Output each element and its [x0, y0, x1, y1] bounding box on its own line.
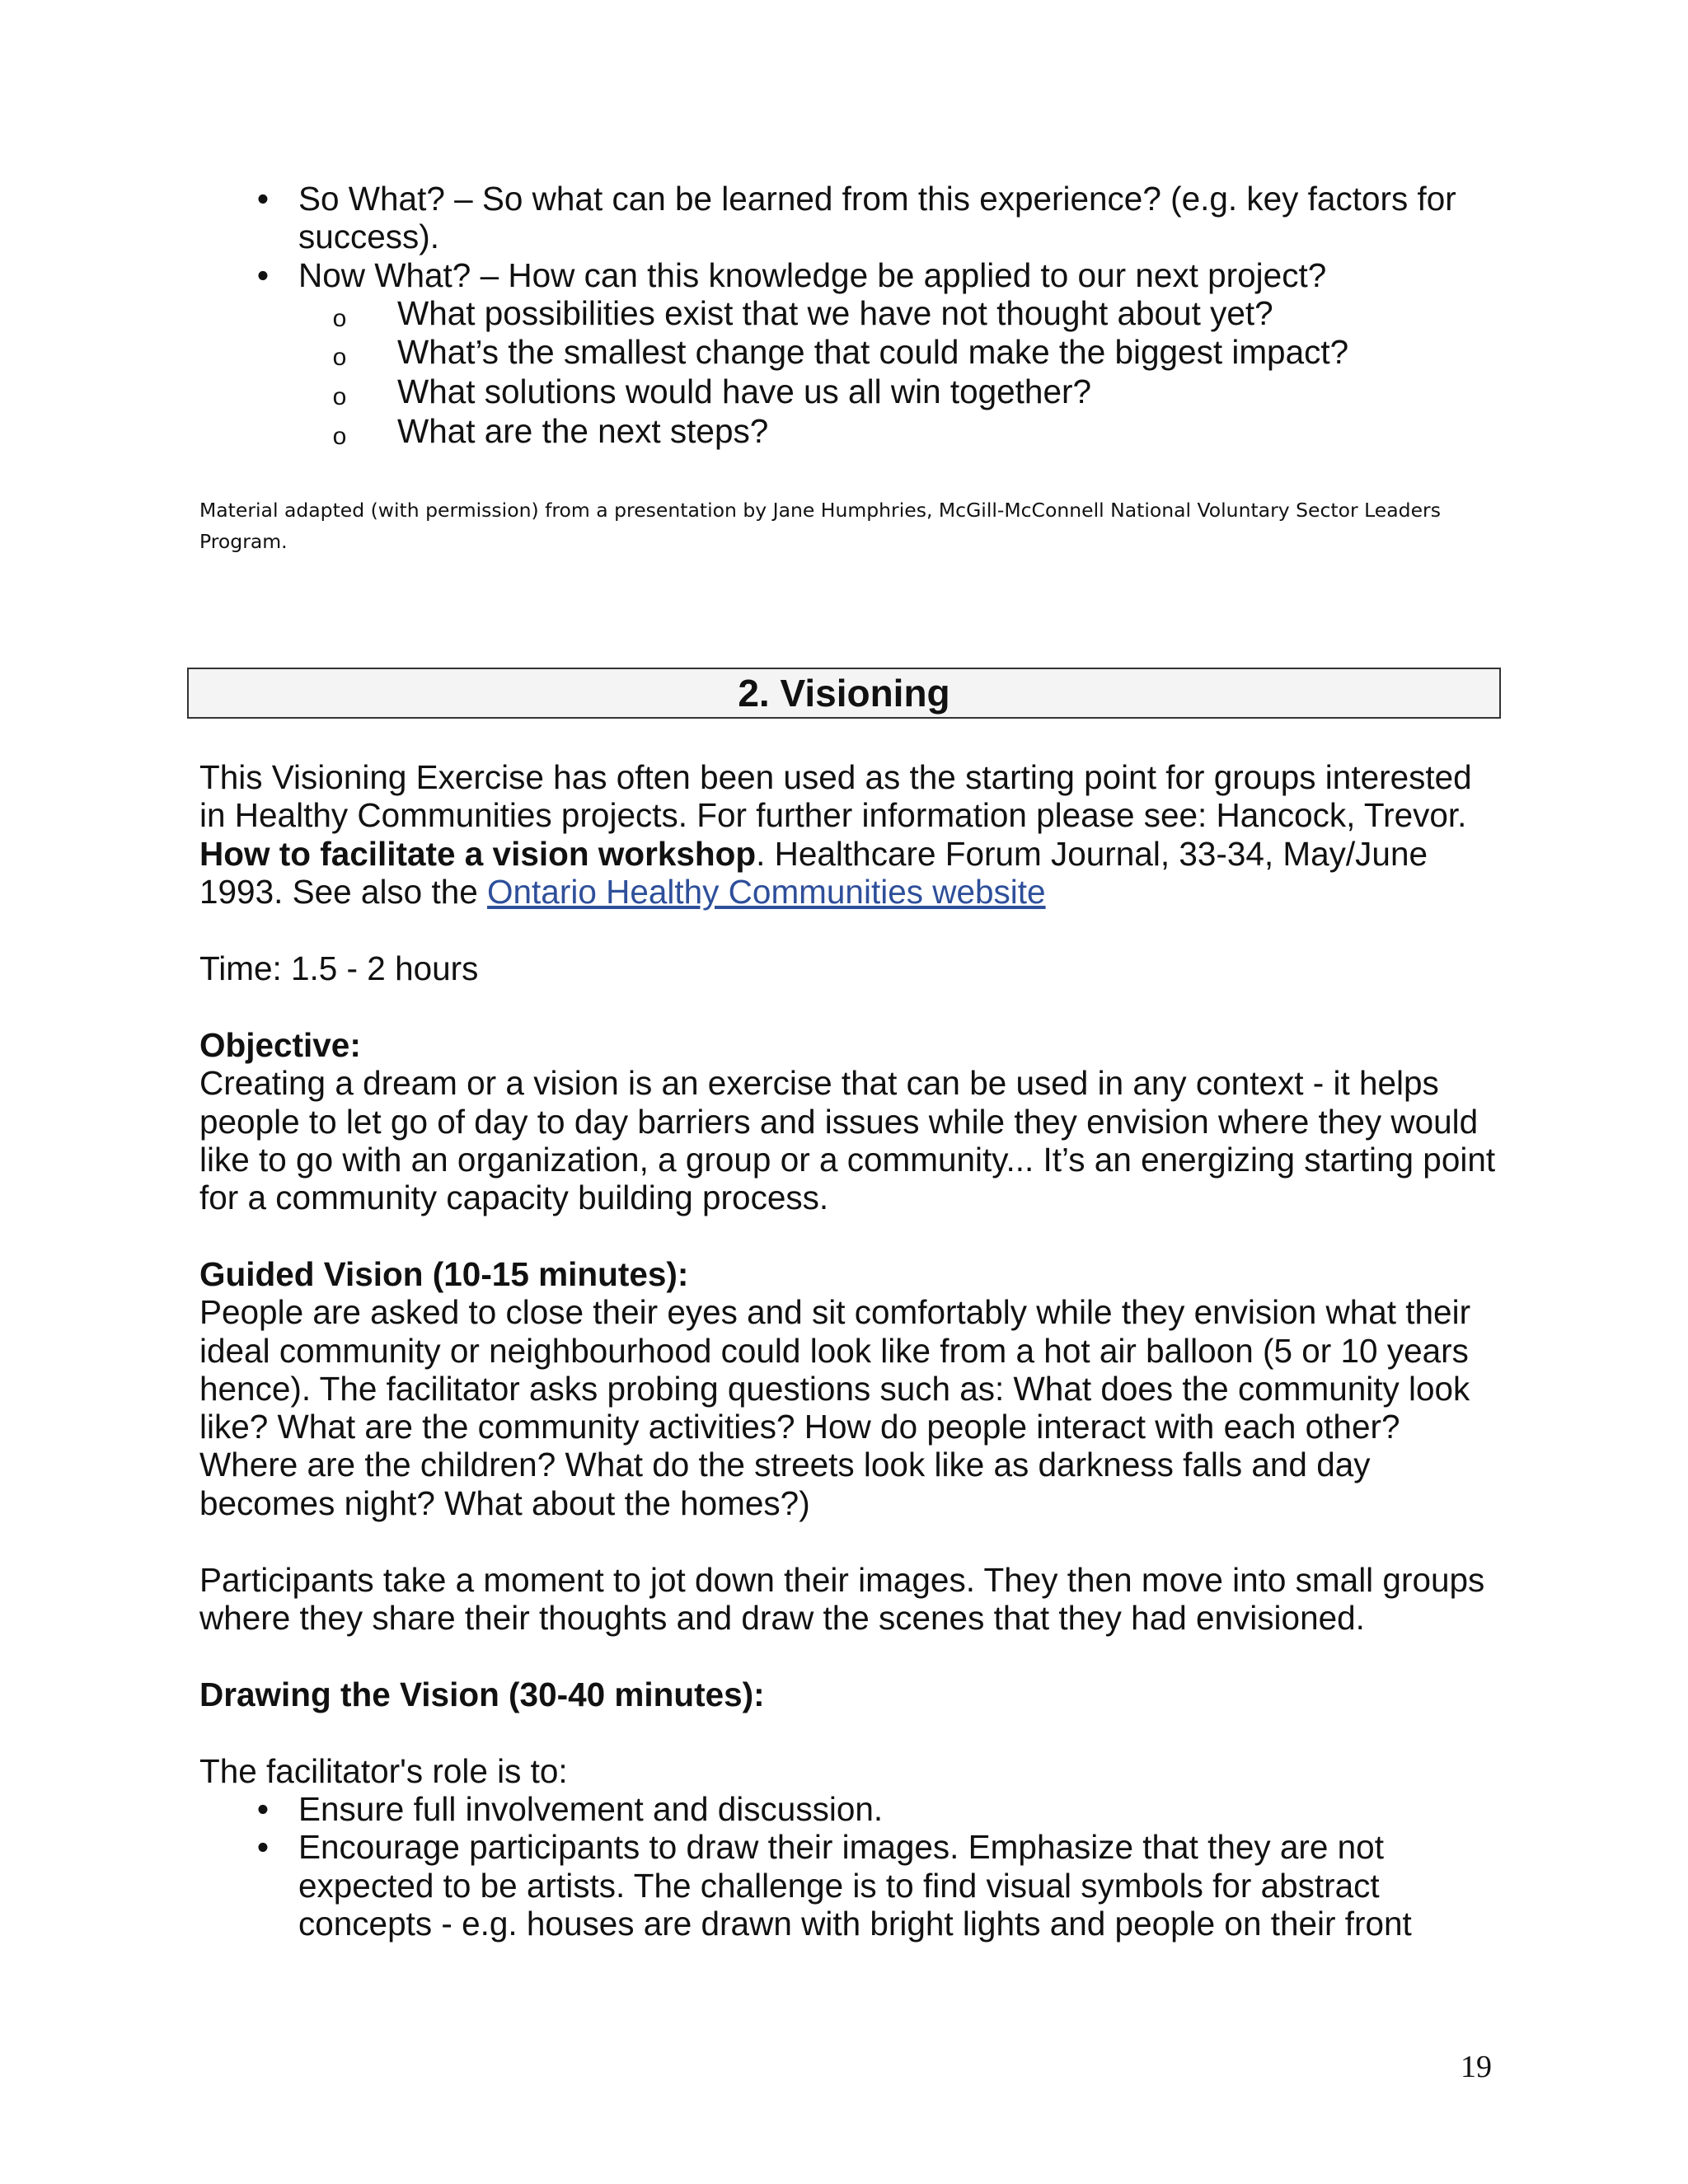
list-item-text: expected to be artists. The challenge is to find visual symbols for abstract [298, 1866, 1380, 1905]
paragraph-line: people to let go of day to day barriers and issues while they envision where they would [199, 1102, 1479, 1141]
objective-section [199, 1026, 1502, 1216]
facilitator-intro-text: The facilitator's role is to: [199, 1752, 568, 1790]
list-item [199, 256, 1502, 452]
guided-vision-section [199, 1255, 1502, 1522]
list-item [199, 1828, 1502, 1943]
attribution-note [199, 494, 1502, 557]
guided-vision-heading: Guided Vision (10-15 minutes): [199, 1255, 689, 1293]
list-item-text: concepts - e.g. houses are drawn with bright lights and people on their front [298, 1904, 1412, 1943]
paragraph-line: for a community capacity building process. [199, 1179, 829, 1217]
paragraph-line: Creating a dream or a vision is an exercise that can be used in any context - it helps [199, 1064, 1439, 1103]
bullet-icon: • [256, 1828, 270, 1867]
attribution-line: Program. [199, 530, 288, 553]
bullet-icon: • [256, 180, 270, 218]
paragraph-line: like to go with an organization, a group or a community... It’s an energizing starting point [199, 1140, 1496, 1179]
attribution-line: Material adapted (with permission) from a presentation by Jane Humphries, McGill-McConnell National Voluntary Sector Leaders [199, 499, 1441, 522]
sub-list-item [298, 412, 1502, 452]
intro-paragraph [199, 758, 1502, 911]
sub-list-item-text: What possibilities exist that we have not thought about yet? [397, 293, 1273, 332]
paragraph-line: in Healthy Communities projects. For further information please see: Hancock, Trevor. [199, 796, 1467, 835]
reference-title: How to facilitate a vision workshop [199, 834, 757, 873]
paragraph-line: 1993. See also the [199, 872, 488, 911]
section-title: 2. Visioning [738, 672, 950, 715]
paragraph-line: This Visioning Exercise has often been used as the starting point for groups interested [199, 758, 1472, 796]
sub-list-item-text: What are the next steps? [397, 411, 769, 450]
time-text: Time: 1.5 - 2 hours [199, 949, 479, 987]
sub-list-item [298, 373, 1502, 412]
paragraph-line: where they share their thoughts and draw the scenes that they had envisioned. [199, 1599, 1365, 1638]
bullet-icon: • [256, 1790, 270, 1828]
objective-heading: Objective: [199, 1026, 361, 1064]
facilitator-bullet-list [199, 1790, 1502, 1943]
list-item [199, 180, 1502, 256]
list-item-text: Now What? – How can this knowledge be applied to our next project? [298, 255, 1327, 294]
sub-list-item-text: What solutions would have us all win together? [397, 373, 1091, 411]
circle-bullet-icon: o [332, 422, 347, 450]
drawing-section [199, 1675, 1502, 1713]
participants-paragraph [199, 1561, 1502, 1638]
bullet-icon: • [256, 255, 270, 294]
list-item-text: Ensure full involvement and discussion. [298, 1790, 884, 1828]
paragraph-line: Where are the children? What do the streets look like as darkness falls and day [199, 1446, 1371, 1484]
sub-list [298, 294, 1502, 451]
paragraph-line: . Healthcare Forum Journal, 33-34, May/June [756, 834, 1428, 873]
circle-bullet-icon: o [332, 304, 347, 332]
list-item-text: success). [298, 218, 440, 256]
paragraph-line: hence). The facilitator asks probing questions such as: What does the community look [199, 1369, 1470, 1408]
sub-list-item [298, 333, 1502, 373]
paragraph-line: becomes night? What about the homes?) [199, 1483, 810, 1522]
sub-list-item [298, 294, 1502, 334]
section-heading-box [187, 668, 1501, 719]
paragraph-line: Participants take a moment to jot down their images. They then move into small groups [199, 1561, 1485, 1599]
circle-bullet-icon: o [332, 383, 347, 411]
time-line [199, 949, 1502, 987]
list-item-text: Encourage participants to draw their images. Emphasize that they are not [298, 1828, 1384, 1867]
top-bullet-list [199, 180, 1502, 451]
paragraph-line: like? What are the community activities? How do people interact with each other? [199, 1408, 1400, 1446]
paragraph-line: People are asked to close their eyes and sit comfortably while they envision what their [199, 1293, 1471, 1332]
facilitator-intro [199, 1752, 1502, 1790]
page-number: 19 [1461, 2050, 1492, 2084]
paragraph-line: ideal community or neighbourhood could look like from a hot air balloon (5 or 10 years [199, 1331, 1469, 1370]
list-item-text: So What? – So what can be learned from this experience? (e.g. key factors for [298, 180, 1456, 218]
sub-list-item-text: What’s the smallest change that could make the biggest impact? [397, 333, 1349, 372]
circle-bullet-icon: o [332, 344, 347, 372]
list-item [199, 1790, 1502, 1828]
ontario-healthy-communities-link[interactable]: Ontario Healthy Communities website [487, 872, 1046, 911]
drawing-heading: Drawing the Vision (30-40 minutes): [199, 1675, 765, 1713]
